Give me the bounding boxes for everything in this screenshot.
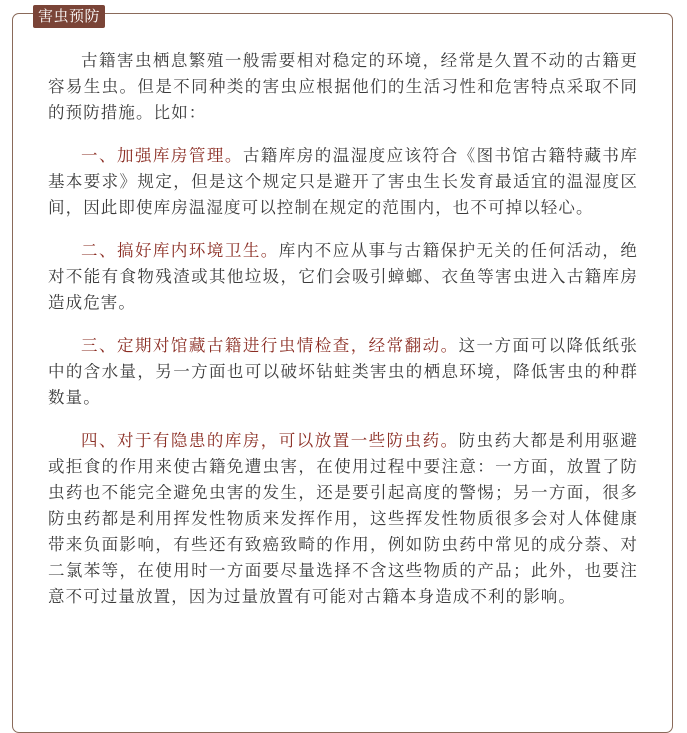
measure-paragraph-3 (48, 333, 638, 411)
measure-body-4: 防虫药大都是利用驱避或拒食的作用来使古籍免遭虫害，在使用过程中要注意：一方面，放置了防虫药也不能完全避免虫害的发生，还是要引起高度的警惕；另一方面，很多防虫药都是利用挥发性物质来发挥作用，这些挥发性物质很多会对人体健康带来负面影响，有些还有致癌致畸的作用，例如防虫药中常见的成分萘、对二氯苯等，在使用时一方面要尽量选择不含这些物质的产品；此外，也要注意不可过量放置，因为过量放置有可能对古籍本身造成不利的影响。 (48, 431, 638, 606)
measure-heading-1: 一、加强库房管理。 (81, 146, 243, 165)
measure-paragraph-2 (48, 238, 638, 316)
section-title: 害虫预防 (38, 7, 101, 25)
measure-paragraph-1 (48, 143, 638, 221)
section-title-tab (33, 5, 105, 28)
measure-paragraph-4 (48, 428, 638, 610)
measure-body-1: 古籍库房的温湿度应该符合《图书馆古籍特藏书库基本要求》规定，但是这个规定只是避开了害虫生长发育最适宜的温湿度区间，因此即使库房温湿度可以控制在规定的范围内，也不可掉以轻心。 (48, 146, 639, 217)
measure-body-3: 这一方面可以降低纸张中的含水量，另一方面也可以破坏钻蛀类害虫的栖息环境，降低害虫的种群数量。 (48, 336, 638, 407)
measure-heading-3: 三、定期对馆藏古籍进行虫情检查，经常翻动。 (81, 336, 459, 355)
article-content (48, 48, 638, 627)
measure-heading-2: 二、搞好库内环境卫生。 (81, 241, 279, 260)
measure-body-2: 库内不应从事与古籍保护无关的任何活动，绝对不能有食物残渣或其他垃圾，它们会吸引蟑螂、衣鱼等害虫进入古籍库房造成危害。 (48, 241, 638, 312)
measure-heading-4: 四、对于有隐患的库房，可以放置一些防虫药。 (81, 431, 459, 450)
intro-paragraph: 古籍害虫栖息繁殖一般需要相对稳定的环境，经常是久置不动的古籍更容易生虫。但是不同种类的害虫应根据他们的生活习性和危害特点采取不同的预防措施。比如： (48, 51, 638, 122)
